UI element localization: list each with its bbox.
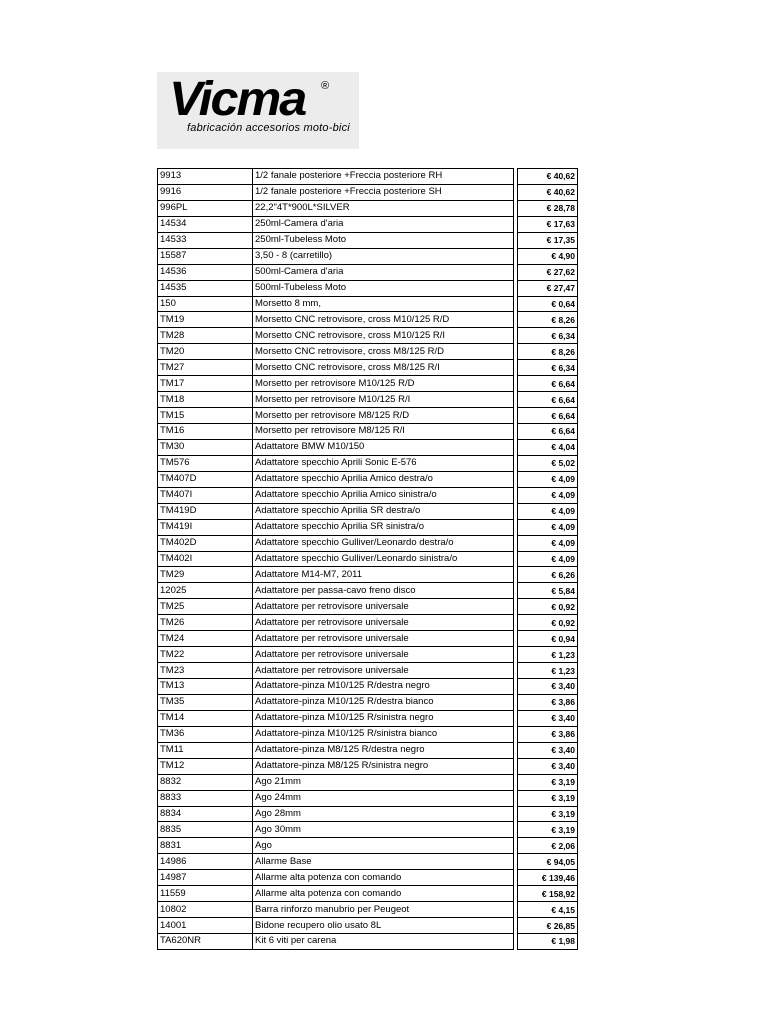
product-price-cell: € 26,85 bbox=[518, 918, 578, 934]
product-price-cell: € 158,92 bbox=[518, 886, 578, 902]
product-code-cell: TM36 bbox=[158, 726, 253, 742]
product-price-cell: € 3,40 bbox=[518, 742, 578, 758]
product-description-cell: Ago 28mm bbox=[253, 806, 514, 822]
product-description-cell: Allarme alta potenza con comando bbox=[253, 886, 514, 902]
product-code-cell: TM18 bbox=[158, 392, 253, 408]
product-price-cell: € 3,40 bbox=[518, 679, 578, 695]
logo-wordmark: Vicma bbox=[169, 73, 306, 126]
table-row bbox=[158, 392, 578, 408]
table-row bbox=[158, 870, 578, 886]
product-description-cell: Morsetto 8 mm, bbox=[253, 296, 514, 312]
product-code-cell: 996PL bbox=[158, 200, 253, 216]
product-code-cell: TM16 bbox=[158, 424, 253, 440]
product-code-cell: TM576 bbox=[158, 455, 253, 471]
product-code-cell: 14987 bbox=[158, 870, 253, 886]
logo-tagline: fabricación accesorios moto-bici bbox=[187, 122, 350, 134]
product-code-cell: TM17 bbox=[158, 376, 253, 392]
table-row bbox=[158, 232, 578, 248]
product-description-cell: Adattatore specchio Aprilia SR destra/o bbox=[253, 503, 514, 519]
product-description-cell: Morsetto CNC retrovisore, cross M10/125 R/I bbox=[253, 328, 514, 344]
product-price-cell: € 6,26 bbox=[518, 567, 578, 583]
product-description-cell: Ago 21mm bbox=[253, 774, 514, 790]
registered-mark: ® bbox=[321, 80, 330, 92]
product-code-cell: TM25 bbox=[158, 599, 253, 615]
product-code-cell: 8833 bbox=[158, 790, 253, 806]
product-description-cell: Morsetto CNC retrovisore, cross M10/125 R/D bbox=[253, 312, 514, 328]
product-price-cell: € 6,34 bbox=[518, 360, 578, 376]
product-code-cell: TM15 bbox=[158, 408, 253, 424]
product-description-cell: Allarme Base bbox=[253, 854, 514, 870]
product-description-cell: Barra rinforzo manubrio per Peugeot bbox=[253, 902, 514, 918]
product-price-cell: € 6,64 bbox=[518, 376, 578, 392]
product-code-cell: TM14 bbox=[158, 710, 253, 726]
table-row bbox=[158, 519, 578, 535]
table-row bbox=[158, 312, 578, 328]
product-price-cell: € 0,92 bbox=[518, 615, 578, 631]
product-price-cell: € 4,09 bbox=[518, 535, 578, 551]
product-description-cell: Adattatore per retrovisore universale bbox=[253, 647, 514, 663]
product-price-cell: € 4,04 bbox=[518, 439, 578, 455]
product-description-cell: Adattatore specchio Aprilia Amico destra/o bbox=[253, 471, 514, 487]
product-code-cell: 14533 bbox=[158, 232, 253, 248]
product-description-cell: Adattatore-pinza M10/125 R/destra negro bbox=[253, 679, 514, 695]
product-price-cell: € 4,09 bbox=[518, 503, 578, 519]
product-code-cell: TM27 bbox=[158, 360, 253, 376]
product-description-cell: Morsetto CNC retrovisore, cross M8/125 R/I bbox=[253, 360, 514, 376]
product-code-cell: TM407I bbox=[158, 487, 253, 503]
product-price-cell: € 4,09 bbox=[518, 519, 578, 535]
product-price-cell: € 3,19 bbox=[518, 822, 578, 838]
table-row bbox=[158, 631, 578, 647]
product-price-cell: € 6,64 bbox=[518, 424, 578, 440]
product-price-cell: € 2,06 bbox=[518, 838, 578, 854]
product-price-cell: € 6,64 bbox=[518, 408, 578, 424]
product-code-cell: 150 bbox=[158, 296, 253, 312]
product-description-cell: Ago bbox=[253, 838, 514, 854]
product-price-cell: € 3,40 bbox=[518, 710, 578, 726]
product-code-cell: 14986 bbox=[158, 854, 253, 870]
table-row bbox=[158, 535, 578, 551]
table-row bbox=[158, 264, 578, 280]
product-code-cell: 10802 bbox=[158, 902, 253, 918]
product-description-cell: 500ml-Camera d'aria bbox=[253, 264, 514, 280]
product-price-cell: € 17,63 bbox=[518, 216, 578, 232]
table-row bbox=[158, 471, 578, 487]
product-code-cell: TM407D bbox=[158, 471, 253, 487]
product-price-cell: € 1,98 bbox=[518, 934, 578, 950]
product-price-cell: € 0,92 bbox=[518, 599, 578, 615]
product-price-cell: € 94,05 bbox=[518, 854, 578, 870]
table-row bbox=[158, 184, 578, 200]
table-row bbox=[158, 280, 578, 296]
table-row bbox=[158, 487, 578, 503]
product-description-cell: Adattatore per passa-cavo freno disco bbox=[253, 583, 514, 599]
product-price-cell: € 4,90 bbox=[518, 248, 578, 264]
table-row bbox=[158, 376, 578, 392]
product-code-cell: TM30 bbox=[158, 439, 253, 455]
product-description-cell: Adattatore M14-M7, 2011 bbox=[253, 567, 514, 583]
product-price-cell: € 17,35 bbox=[518, 232, 578, 248]
product-price-cell: € 3,86 bbox=[518, 726, 578, 742]
product-price-cell: € 3,19 bbox=[518, 774, 578, 790]
product-code-cell: 14534 bbox=[158, 216, 253, 232]
product-code-cell: TM11 bbox=[158, 742, 253, 758]
table-row bbox=[158, 296, 578, 312]
product-description-cell: Morsetto per retrovisore M10/125 R/I bbox=[253, 392, 514, 408]
price-list-table bbox=[157, 168, 578, 950]
table-row bbox=[158, 248, 578, 264]
product-code-cell: TM22 bbox=[158, 647, 253, 663]
product-description-cell: 250ml-Camera d'aria bbox=[253, 216, 514, 232]
product-price-cell: € 4,09 bbox=[518, 551, 578, 567]
product-description-cell: Morsetto per retrovisore M8/125 R/D bbox=[253, 408, 514, 424]
product-price-cell: € 6,64 bbox=[518, 392, 578, 408]
product-price-cell: € 3,19 bbox=[518, 790, 578, 806]
product-price-cell: € 28,78 bbox=[518, 200, 578, 216]
product-price-cell: € 4,09 bbox=[518, 471, 578, 487]
product-code-cell: 9916 bbox=[158, 184, 253, 200]
product-price-cell: € 5,84 bbox=[518, 583, 578, 599]
product-code-cell: TM419I bbox=[158, 519, 253, 535]
product-code-cell: TM419D bbox=[158, 503, 253, 519]
product-description-cell: Adattatore specchio Aprilia SR sinistra/o bbox=[253, 519, 514, 535]
table-row bbox=[158, 806, 578, 822]
product-code-cell: TM402D bbox=[158, 535, 253, 551]
table-row bbox=[158, 503, 578, 519]
product-code-cell: 8832 bbox=[158, 774, 253, 790]
product-price-cell: € 6,34 bbox=[518, 328, 578, 344]
product-code-cell: TM26 bbox=[158, 615, 253, 631]
table-row bbox=[158, 790, 578, 806]
product-description-cell: Adattatore specchio Aprili Sonic E-576 bbox=[253, 455, 514, 471]
product-description-cell: Morsetto per retrovisore M10/125 R/D bbox=[253, 376, 514, 392]
product-code-cell: TM19 bbox=[158, 312, 253, 328]
product-description-cell: Adattatore BMW M10/150 bbox=[253, 439, 514, 455]
product-code-cell: 15587 bbox=[158, 248, 253, 264]
product-price-cell: € 4,09 bbox=[518, 487, 578, 503]
product-code-cell: TM20 bbox=[158, 344, 253, 360]
product-description-cell: 1/2 fanale posteriore +Freccia posteriore RH bbox=[253, 169, 514, 185]
product-description-cell: 500ml-Tubeless Moto bbox=[253, 280, 514, 296]
product-price-cell: € 40,62 bbox=[518, 169, 578, 185]
product-price-cell: € 0,94 bbox=[518, 631, 578, 647]
product-price-cell: € 8,26 bbox=[518, 344, 578, 360]
product-price-cell: € 5,02 bbox=[518, 455, 578, 471]
product-code-cell: 9913 bbox=[158, 169, 253, 185]
product-price-cell: € 8,26 bbox=[518, 312, 578, 328]
table-row bbox=[158, 599, 578, 615]
product-description-cell: 1/2 fanale posteriore +Freccia posteriore SH bbox=[253, 184, 514, 200]
product-code-cell: TM29 bbox=[158, 567, 253, 583]
product-description-cell: Adattatore-pinza M8/125 R/destra negro bbox=[253, 742, 514, 758]
product-code-cell: 8835 bbox=[158, 822, 253, 838]
product-description-cell: Adattatore specchio Gulliver/Leonardo sinistra/o bbox=[253, 551, 514, 567]
product-price-cell: € 1,23 bbox=[518, 663, 578, 679]
table-row bbox=[158, 583, 578, 599]
product-description-cell: 22,2"4T*900L*SILVER bbox=[253, 200, 514, 216]
table-row bbox=[158, 360, 578, 376]
table-row bbox=[158, 694, 578, 710]
product-price-cell: € 40,62 bbox=[518, 184, 578, 200]
product-description-cell: Ago 24mm bbox=[253, 790, 514, 806]
product-price-cell: € 27,47 bbox=[518, 280, 578, 296]
table-row bbox=[158, 934, 578, 950]
table-row bbox=[158, 200, 578, 216]
product-code-cell: 14536 bbox=[158, 264, 253, 280]
table-row bbox=[158, 615, 578, 631]
table-row bbox=[158, 216, 578, 232]
product-code-cell: TM24 bbox=[158, 631, 253, 647]
product-price-cell: € 27,62 bbox=[518, 264, 578, 280]
product-description-cell: Adattatore-pinza M10/125 R/sinistra bianco bbox=[253, 726, 514, 742]
table-row bbox=[158, 567, 578, 583]
product-description-cell: Morsetto per retrovisore M8/125 R/I bbox=[253, 424, 514, 440]
product-code-cell: 8831 bbox=[158, 838, 253, 854]
product-description-cell: Adattatore-pinza M10/125 R/sinistra negro bbox=[253, 710, 514, 726]
product-description-cell: Adattatore per retrovisore universale bbox=[253, 663, 514, 679]
product-description-cell: Adattatore per retrovisore universale bbox=[253, 615, 514, 631]
table-row bbox=[158, 169, 578, 185]
product-code-cell: TM13 bbox=[158, 679, 253, 695]
table-row bbox=[158, 647, 578, 663]
brand-logo bbox=[157, 72, 359, 149]
product-code-cell: TM402I bbox=[158, 551, 253, 567]
table-row bbox=[158, 838, 578, 854]
product-price-cell: € 3,19 bbox=[518, 806, 578, 822]
product-price-cell: € 139,46 bbox=[518, 870, 578, 886]
table-row bbox=[158, 679, 578, 695]
product-description-cell: Allarme alta potenza con comando bbox=[253, 870, 514, 886]
product-description-cell: Ago 30mm bbox=[253, 822, 514, 838]
product-code-cell: 14001 bbox=[158, 918, 253, 934]
product-description-cell: 3,50 - 8 (carretillo) bbox=[253, 248, 514, 264]
table-row bbox=[158, 822, 578, 838]
product-description-cell: Adattatore specchio Gulliver/Leonardo destra/o bbox=[253, 535, 514, 551]
table-row bbox=[158, 455, 578, 471]
table-row bbox=[158, 408, 578, 424]
product-code-cell: TM35 bbox=[158, 694, 253, 710]
product-price-cell: € 0,64 bbox=[518, 296, 578, 312]
table-row bbox=[158, 710, 578, 726]
product-description-cell: 250ml-Tubeless Moto bbox=[253, 232, 514, 248]
product-code-cell: 12025 bbox=[158, 583, 253, 599]
table-row bbox=[158, 742, 578, 758]
product-code-cell: TM23 bbox=[158, 663, 253, 679]
product-code-cell: TA620NR bbox=[158, 934, 253, 950]
table-row bbox=[158, 439, 578, 455]
product-description-cell: Bidone recupero olio usato 8L bbox=[253, 918, 514, 934]
table-row bbox=[158, 918, 578, 934]
product-code-cell: TM12 bbox=[158, 758, 253, 774]
product-price-cell: € 3,86 bbox=[518, 694, 578, 710]
product-description-cell: Adattatore-pinza M8/125 R/sinistra negro bbox=[253, 758, 514, 774]
product-price-cell: € 3,40 bbox=[518, 758, 578, 774]
price-list-body bbox=[158, 169, 578, 950]
product-description-cell: Kit 6 viti per carena bbox=[253, 934, 514, 950]
table-row bbox=[158, 774, 578, 790]
product-code-cell: 14535 bbox=[158, 280, 253, 296]
table-row bbox=[158, 424, 578, 440]
product-price-cell: € 4,15 bbox=[518, 902, 578, 918]
table-row bbox=[158, 854, 578, 870]
product-description-cell: Morsetto CNC retrovisore, cross M8/125 R/D bbox=[253, 344, 514, 360]
table-row bbox=[158, 551, 578, 567]
table-row bbox=[158, 726, 578, 742]
product-code-cell: TM28 bbox=[158, 328, 253, 344]
product-description-cell: Adattatore per retrovisore universale bbox=[253, 599, 514, 615]
product-code-cell: 11559 bbox=[158, 886, 253, 902]
product-price-cell: € 1,23 bbox=[518, 647, 578, 663]
table-row bbox=[158, 758, 578, 774]
table-row bbox=[158, 886, 578, 902]
table-row bbox=[158, 328, 578, 344]
product-code-cell: 8834 bbox=[158, 806, 253, 822]
table-row bbox=[158, 344, 578, 360]
product-description-cell: Adattatore-pinza M10/125 R/destra bianco bbox=[253, 694, 514, 710]
table-row bbox=[158, 902, 578, 918]
product-description-cell: Adattatore per retrovisore universale bbox=[253, 631, 514, 647]
table-row bbox=[158, 663, 578, 679]
product-description-cell: Adattatore specchio Aprilia Amico sinistra/o bbox=[253, 487, 514, 503]
